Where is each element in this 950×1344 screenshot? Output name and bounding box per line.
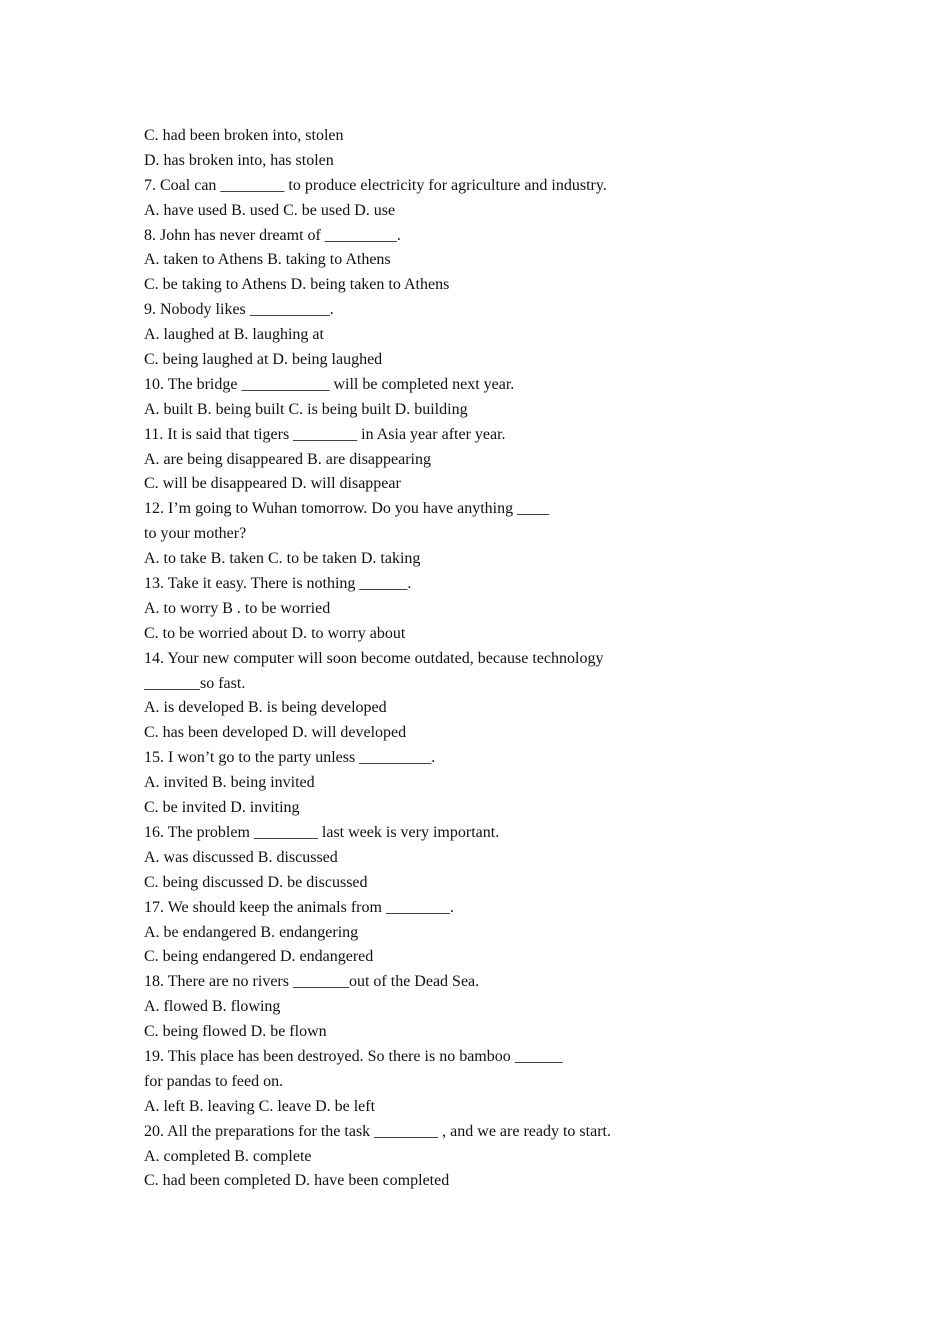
options-7: A. have used B. used C. be used D. use — [144, 201, 396, 219]
options-14-cd: C. has been developed D. will developed — [144, 724, 407, 742]
options-10: A. built B. being built C. is being built D. building — [144, 400, 468, 418]
options-17-ab: A. be endangered B. endangering — [144, 923, 359, 941]
question-19-cont: for pandas to feed on. — [144, 1072, 284, 1090]
question-15: 15. I won’t go to the party unless _________. — [144, 749, 436, 767]
options-9-ab: A. laughed at B. laughing at — [144, 326, 324, 344]
options-12: A. to take B. taken C. to be taken D. taking — [144, 550, 421, 568]
options-17-cd: C. being endangered D. endangered — [144, 948, 374, 966]
options-18-cd: C. being flowed D. be flown — [144, 1023, 327, 1041]
options-20-cd: C. had been completed D. have been completed — [144, 1172, 450, 1190]
options-13-cd: C. to be worried about D. to worry about — [144, 624, 406, 642]
question-11: 11. It is said that tigers ________ in Asia year after year. — [144, 425, 506, 443]
question-19: 19. This place has been destroyed. So there is no bamboo ______ — [144, 1047, 563, 1065]
options-16-ab: A. was discussed B. discussed — [144, 848, 338, 866]
options-18-ab: A. flowed B. flowing — [144, 998, 281, 1016]
question-14-cont: _______so fast. — [144, 674, 246, 692]
question-9: 9. Nobody likes __________. — [144, 301, 334, 319]
text-line: C. had been broken into, stolen — [144, 127, 344, 144]
options-14-ab: A. is developed B. is being developed — [144, 699, 387, 717]
question-17: 17. We should keep the animals from ________. — [144, 898, 454, 916]
options-19: A. left B. leaving C. leave D. be left — [144, 1097, 376, 1115]
exercise-text — [144, 124, 864, 1194]
options-8-ab: A. taken to Athens B. taking to Athens — [144, 251, 391, 269]
question-12: 12. I’m going to Wuhan tomorrow. Do you have anything ____ — [144, 500, 550, 518]
options-9-cd: C. being laughed at D. being laughed — [144, 351, 383, 369]
options-11-cd: C. will be disappeared D. will disappear — [144, 475, 401, 493]
options-15-ab: A. invited B. being invited — [144, 774, 315, 792]
options-16-cd: C. being discussed D. be discussed — [144, 873, 368, 891]
options-15-cd: C. be invited D. inviting — [144, 799, 300, 817]
question-14: 14. Your new computer will soon become outdated, because technology — [144, 649, 604, 667]
question-8: 8. John has never dreamt of _________. — [144, 226, 401, 244]
question-16: 16. The problem ________ last week is very important. — [144, 823, 500, 841]
options-13-ab: A. to worry B . to be worried — [144, 599, 331, 617]
options-11-ab: A. are being disappeared B. are disappearing — [144, 450, 431, 468]
question-13: 13. Take it easy. There is nothing ______. — [144, 575, 412, 593]
text-line: D. has broken into, has stolen — [144, 151, 334, 169]
options-8-cd: C. be taking to Athens D. being taken to Athens — [144, 276, 450, 294]
question-10: 10. The bridge ___________ will be completed next year. — [144, 375, 515, 393]
options-20-ab: A. completed B. complete — [144, 1147, 312, 1165]
question-20: 20. All the preparations for the task ________ , and we are ready to start. — [144, 1122, 611, 1140]
question-12-cont: to your mother? — [144, 525, 247, 543]
question-18: 18. There are no rivers _______out of the Dead Sea. — [144, 973, 480, 991]
question-7: 7. Coal can ________ to produce electricity for agriculture and industry. — [144, 176, 607, 194]
